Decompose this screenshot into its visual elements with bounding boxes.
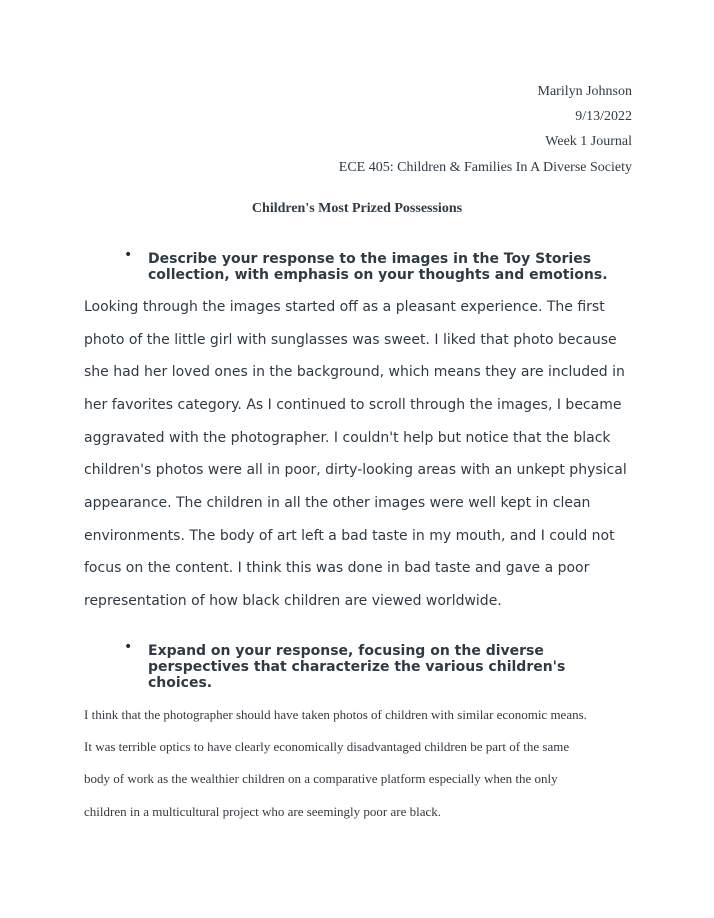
- answer-1-line: children's photos were all in poor, dirty-looking areas with an unkept physical: [84, 462, 627, 478]
- answer-1-line: her favorites category. As I continued to scroll through the images, I became: [84, 397, 622, 413]
- question-line: collection, with emphasis on your thoughts and emotions.: [148, 267, 608, 283]
- answer-2-line: I think that the photographer should have taken photos of children with similar economic means.: [84, 707, 587, 722]
- answer-1-line: environments. The body of art left a bad taste in my mouth, and I could not: [84, 528, 615, 544]
- course-name: ECE 405: Children & Families In A Diverse Society: [338, 160, 632, 175]
- question-2: [148, 643, 638, 691]
- answer-1-line: representation of how black children are viewed worldwide.: [84, 593, 502, 609]
- assignment-label: Week 1 Journal: [545, 134, 632, 149]
- question-line: Describe your response to the images in the Toy Stories: [148, 251, 592, 267]
- answer-2-line: children in a multicultural project who are seemingly poor are black.: [84, 804, 442, 819]
- question-1: [148, 251, 638, 283]
- answer-2-line: body of work as the wealthier children on a comparative platform especially when the only: [84, 771, 558, 786]
- answer-1-line: appearance. The children in all the other images were well kept in clean: [84, 495, 591, 511]
- answer-1-line: aggravated with the photographer. I couldn't help but notice that the black: [84, 430, 611, 446]
- answer-1-line: Looking through the images started off as a pleasant experience. The first: [84, 299, 605, 315]
- answer-1-line: photo of the little girl with sunglasses was sweet. I liked that photo because: [84, 332, 617, 348]
- question-line: choices.: [148, 675, 213, 691]
- answer-1-line: focus on the content. I think this was done in bad taste and gave a poor: [84, 560, 590, 576]
- bullet-icon: •: [124, 247, 133, 263]
- document-title: Children's Most Prized Possessions: [251, 201, 463, 216]
- answer-1-line: she had her loved ones in the background, which means they are included in: [84, 364, 625, 380]
- journal-date: 9/13/2022: [575, 109, 632, 124]
- author-name: Marilyn Johnson: [537, 84, 632, 99]
- question-line: Expand on your response, focusing on the diverse: [148, 643, 544, 659]
- bullet-icon: •: [124, 639, 133, 655]
- answer-2-line: It was terrible optics to have clearly economically disadvantaged children be part of the same: [84, 739, 570, 754]
- question-line: perspectives that characterize the various children's: [148, 659, 566, 675]
